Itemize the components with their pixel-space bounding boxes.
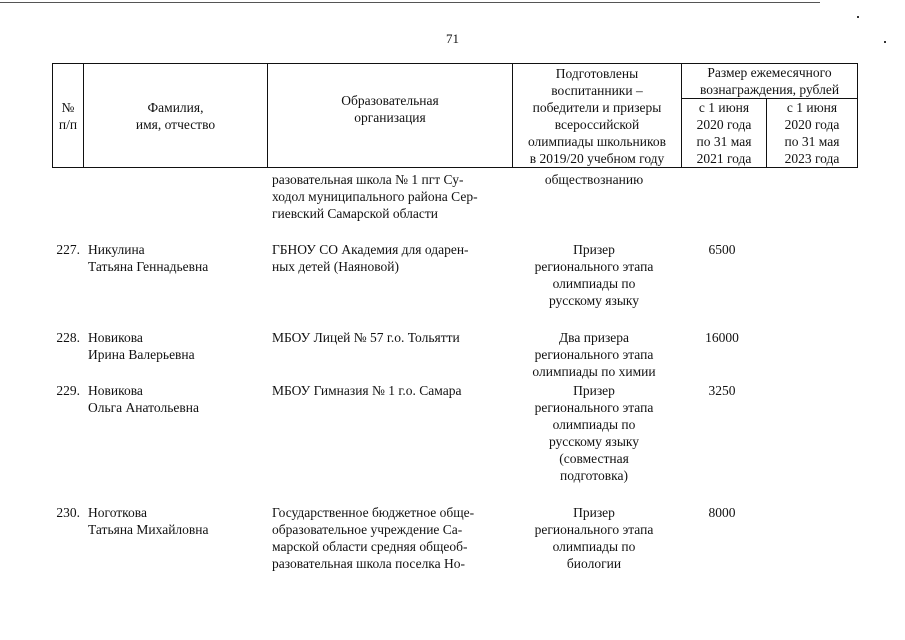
organization: ГБНОУ СО Академия для одарен- ных детей (Наяновой) [272,242,469,274]
header-award-period-2: с 1 июня 2020 года по 31 мая 2023 года [767,99,858,168]
scan-speck [857,16,859,18]
organization: МБОУ Гимназия № 1 г.о. Самара [272,383,462,398]
award-amount: 6500 [708,242,736,257]
continuation-org: разовательная школа № 1 пгт Су- ходол муниципального района Сер- гиевский Самарской области [272,172,478,221]
person-name: Никулина Татьяна Геннадьевна [88,242,209,274]
achievement: Два призера регионального этапа олимпиады по химии [532,330,656,379]
achievement: Призер регионального этапа олимпиады по русскому языку [534,242,654,308]
person-name: Новикова Ирина Валерьевна [88,330,195,362]
header-name: Фамилия, имя, отчество [84,64,268,168]
award-amount: 3250 [708,383,736,398]
row-number: 229. [56,383,80,398]
organization: Государственное бюджетное обще- образовательное учреждение Са- марской области средняя общеоб- разовательная школа поселка Но- [272,505,475,571]
header-award: Размер ежемесячного вознаграждения, рублей [682,64,858,99]
awards-table-header [52,63,858,168]
person-name: Ноготкова Татьяна Михайловна [88,505,209,537]
achievement: Призер регионального этапа олимпиады по биологии [534,505,654,571]
award-amount: 16000 [705,330,739,345]
top-rule [0,2,820,3]
header-award-period-1: с 1 июня 2020 года по 31 мая 2021 года [682,99,767,168]
header-num: № п/п [53,64,84,168]
header-prepared: Подготовлены воспитанники – победители и призеры всероссийской олимпиады школьников в 2019/20 учебном году [513,64,682,168]
person-name: Новикова Ольга Анатольевна [88,383,199,415]
continuation-achievement: обществознанию [544,172,644,187]
header-organization: Образовательная организация [268,64,513,168]
page-number: 71 [446,31,459,46]
achievement: Призер регионального этапа олимпиады по русскому языку (совместная подготовка) [534,383,654,483]
row-number: 230. [56,505,80,520]
organization: МБОУ Лицей № 57 г.о. Тольятти [272,330,460,345]
row-number: 227. [56,242,80,257]
award-amount: 8000 [708,505,736,520]
row-number: 228. [56,330,80,345]
